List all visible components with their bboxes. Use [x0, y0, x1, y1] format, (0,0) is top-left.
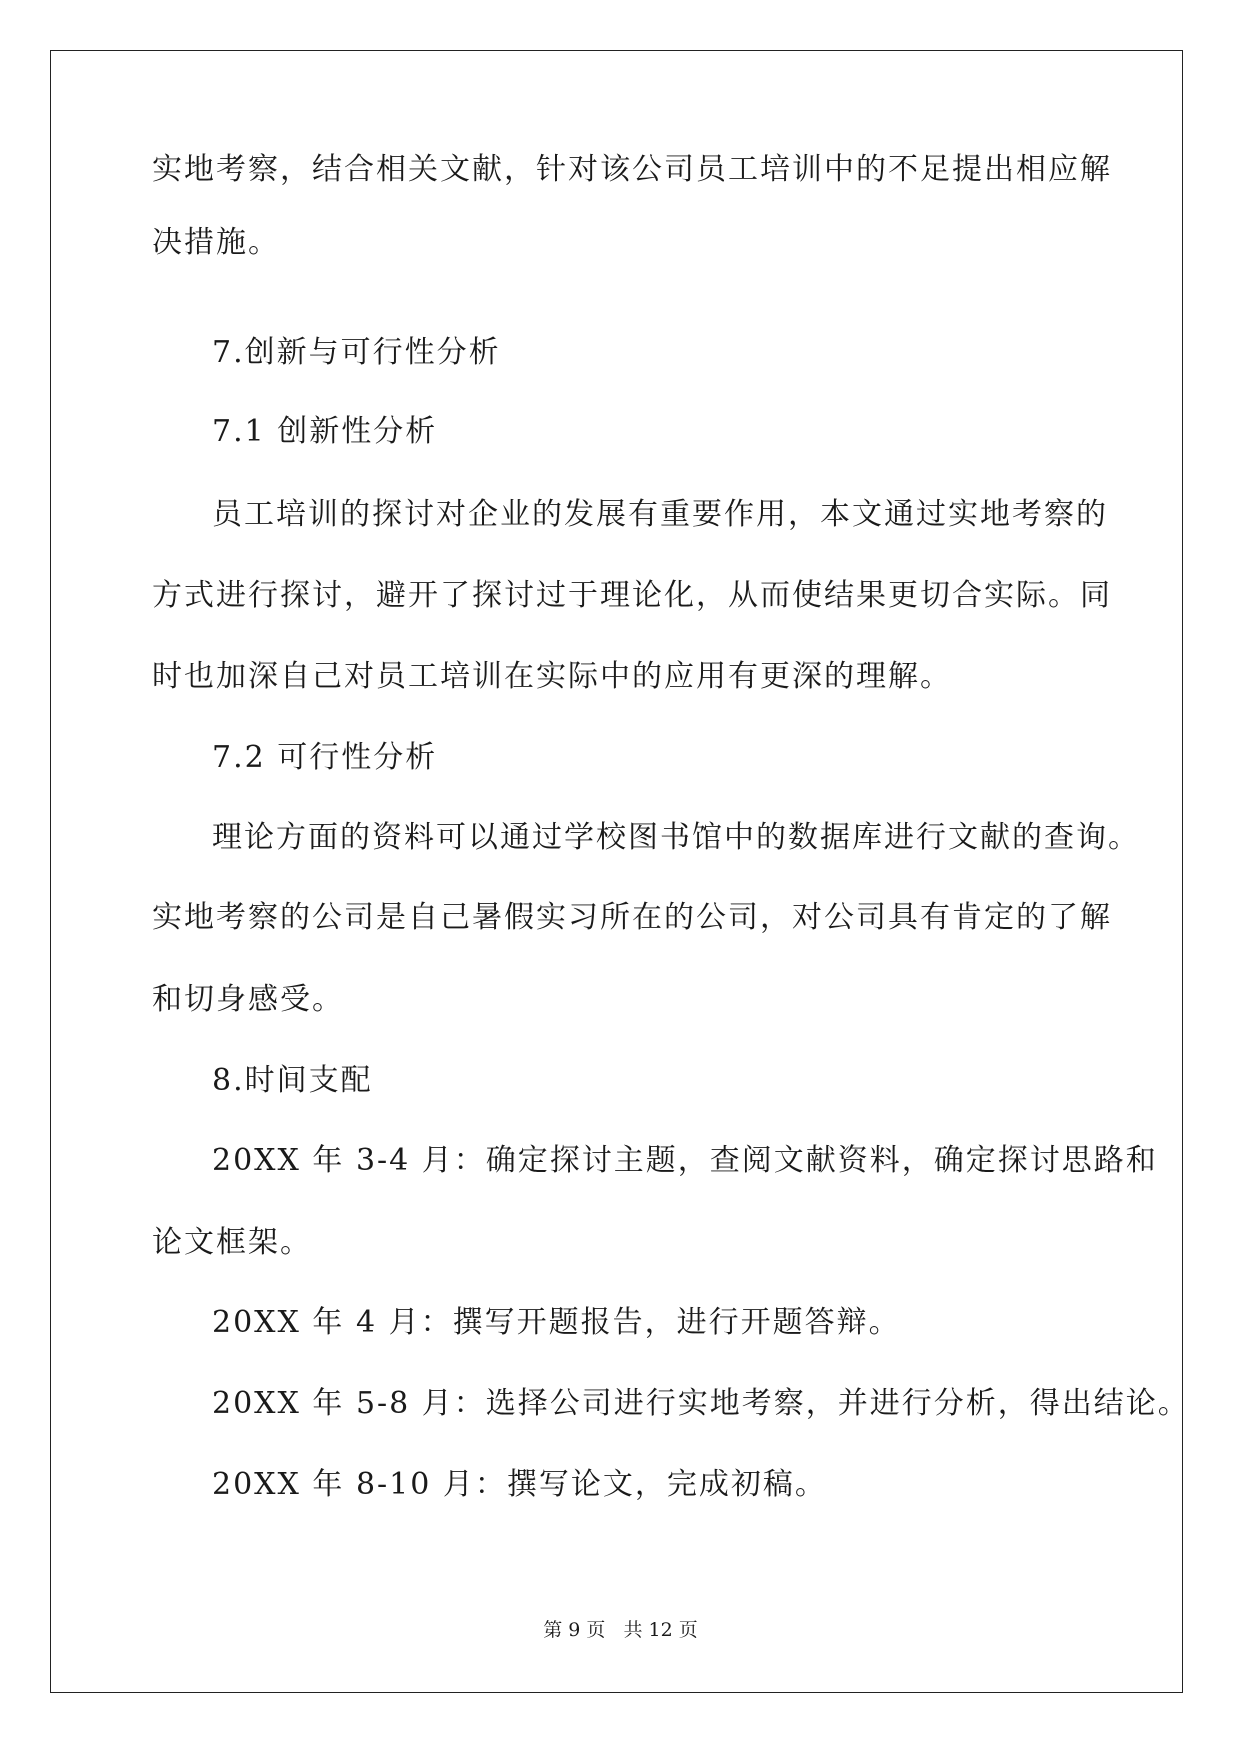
paragraph-line: 方式进行探讨，避开了探讨过于理论化，从而使结果更切合实际。同	[152, 578, 1112, 613]
section-heading: 8.时间支配	[212, 1063, 373, 1098]
page-border	[50, 50, 1183, 1693]
subsection-heading: 7.2 可行性分析	[212, 740, 438, 775]
paragraph-line: 和切身感受。	[152, 982, 344, 1017]
subsection-heading: 7.1 创新性分析	[212, 414, 438, 449]
schedule-item-continuation: 论文框架。	[152, 1225, 312, 1260]
section-heading: 7.创新与可行性分析	[212, 335, 501, 370]
schedule-item: 20XX 年 3-4 月：确定探讨主题，查阅文献资料，确定探讨思路和	[212, 1143, 1158, 1178]
paragraph-line: 时也加深自己对员工培训在实际中的应用有更深的理解。	[152, 659, 952, 694]
schedule-item: 20XX 年 4 月：撰写开题报告，进行开题答辩。	[212, 1305, 901, 1340]
schedule-item: 20XX 年 8-10 月：撰写论文，完成初稿。	[212, 1467, 827, 1502]
paragraph-line: 理论方面的资料可以通过学校图书馆中的数据库进行文献的查询。	[212, 820, 1140, 855]
page-number-footer: 第 9 页 共 12 页	[543, 1619, 698, 1641]
paragraph-line: 实地考察的公司是自己暑假实习所在的公司，对公司具有肯定的了解	[152, 900, 1112, 935]
schedule-item: 20XX 年 5-8 月：选择公司进行实地考察，并进行分析，得出结论。	[212, 1386, 1190, 1421]
paragraph-line: 实地考察，结合相关文献，针对该公司员工培训中的不足提出相应解	[152, 152, 1112, 187]
paragraph-line: 员工培训的探讨对企业的发展有重要作用，本文通过实地考察的	[212, 497, 1108, 532]
paragraph-line: 决措施。	[152, 225, 280, 260]
